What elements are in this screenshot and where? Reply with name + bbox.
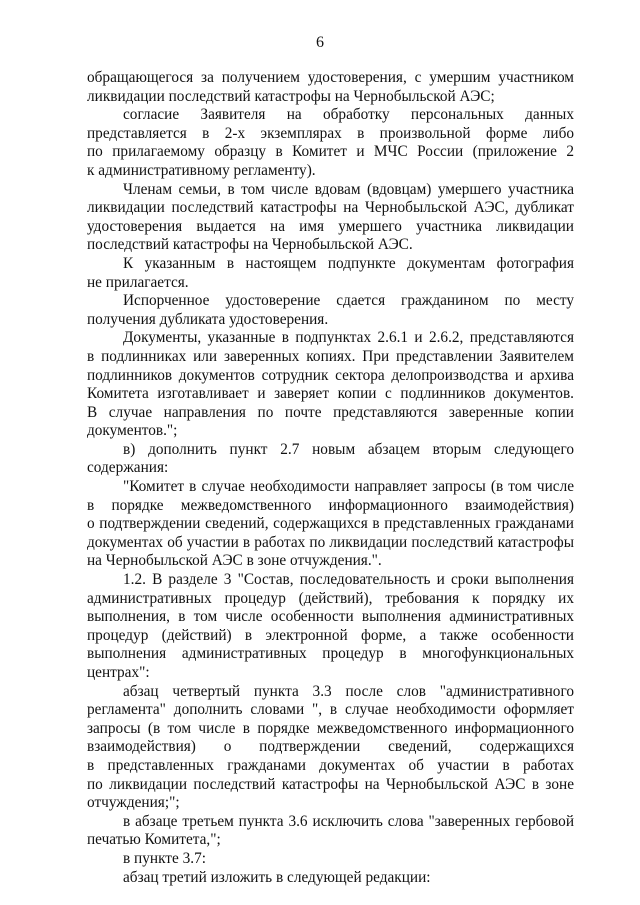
text-line: удостоверения выдается на имя умершего участника ликвидации bbox=[87, 217, 574, 235]
text-line: Документы, указанные в подпунктах 2.6.1 и 2.6.2, представляются bbox=[123, 329, 574, 347]
text-line: получения дубликата удостоверения. bbox=[87, 310, 329, 328]
text-line: К указанным в настоящем подпункте документам фотография bbox=[123, 254, 574, 272]
text-line: о подтверждении сведений, содержащихся в представленных гражданами bbox=[87, 515, 574, 533]
text-line: Комитета изготавливает и заверяет копии с подлинников документов. bbox=[87, 385, 574, 403]
text-line: регламента" дополнить словами ", в случае необходимости оформляет bbox=[87, 701, 574, 719]
text-line: в пункте 3.7: bbox=[123, 849, 206, 867]
text-line: запросы (в том числе в порядке межведомственного информационного bbox=[87, 719, 574, 737]
text-line: содержания: bbox=[87, 459, 169, 477]
text-line: ликвидации последствий катастрофы на Чернобыльской АЭС; bbox=[87, 87, 495, 105]
text-line: административных процедур (действий), требования к порядку их bbox=[87, 589, 574, 607]
text-line: "Комитет в случае необходимости направляет запросы (в том числе bbox=[123, 478, 574, 496]
text-line: в подлинниках или заверенных копиях. При представлении Заявителем bbox=[87, 347, 574, 365]
page-number: 6 bbox=[316, 34, 324, 51]
text-line: к административному регламенту). bbox=[87, 161, 316, 179]
text-line: печатью Комитета,"; bbox=[87, 831, 221, 849]
text-line: обращающегося за получением удостоверения, с умершим участником bbox=[87, 69, 574, 86]
text-line: представляется в 2-х экземплярах в произвольной форме либо bbox=[87, 124, 574, 142]
text-line: не прилагается. bbox=[87, 273, 189, 291]
text-line: абзац третий изложить в следующей редакции: bbox=[123, 868, 431, 886]
text-line: выполнения, в том числе особенности выполнения административных bbox=[87, 608, 574, 626]
text-line: отчуждения;"; bbox=[87, 794, 180, 812]
text-line: процедур (действий) в электронной форме, а также особенности bbox=[87, 626, 574, 644]
text-line: центрах": bbox=[87, 664, 150, 681]
text-line: в порядке межведомственного информационного взаимодействия) bbox=[87, 496, 574, 514]
text-line: 1.2. В разделе 3 "Состав, последовательность и сроки выполнения bbox=[123, 571, 574, 589]
text-line: по прилагаемому образцу в Комитет и МЧС России (приложение 2 bbox=[87, 143, 574, 161]
text-line: подлинников документов сотрудник сектора делопроизводства и архива bbox=[87, 366, 574, 384]
text-line: абзац четвертый пункта 3.3 после слов "административного bbox=[123, 682, 574, 700]
text-line: ликвидации последствий катастрофы на Чернобыльской АЭС, дубликат bbox=[87, 199, 574, 217]
text-line: документов."; bbox=[87, 422, 178, 440]
text-line: взаимодействия) о подтверждении сведений, содержащихся bbox=[87, 738, 574, 756]
text-line: документах об участии в работах по ликвидации последствий катастрофы bbox=[87, 533, 574, 551]
text-line: в представленных гражданами документах об участии в работах bbox=[87, 756, 574, 774]
document-body bbox=[87, 69, 574, 887]
text-line: на Чернобыльской АЭС в зоне отчуждения.". bbox=[87, 552, 382, 570]
text-line: В случае направления по почте представляются заверенные копии bbox=[87, 403, 574, 421]
text-line: Членам семьи, в том числе вдовам (вдовцам) умершего участника bbox=[123, 180, 574, 198]
text-line: по ликвидации последствий катастрофы на Чернобыльской АЭС в зоне bbox=[87, 775, 574, 793]
text-line: выполнения административных процедур в многофункциональных bbox=[87, 645, 574, 663]
text-line: согласие Заявителя на обработку персональных данных bbox=[123, 106, 574, 124]
text-line: последствий катастрофы на Чернобыльской АЭС. bbox=[87, 236, 413, 254]
text-line: Испорченное удостоверение сдается гражданином по месту bbox=[123, 292, 574, 310]
text-line: в) дополнить пункт 2.7 новым абзацем вторым следующего bbox=[123, 440, 574, 458]
text-line: в абзаце третьем пункта 3.6 исключить слова "заверенных гербовой bbox=[123, 812, 574, 830]
